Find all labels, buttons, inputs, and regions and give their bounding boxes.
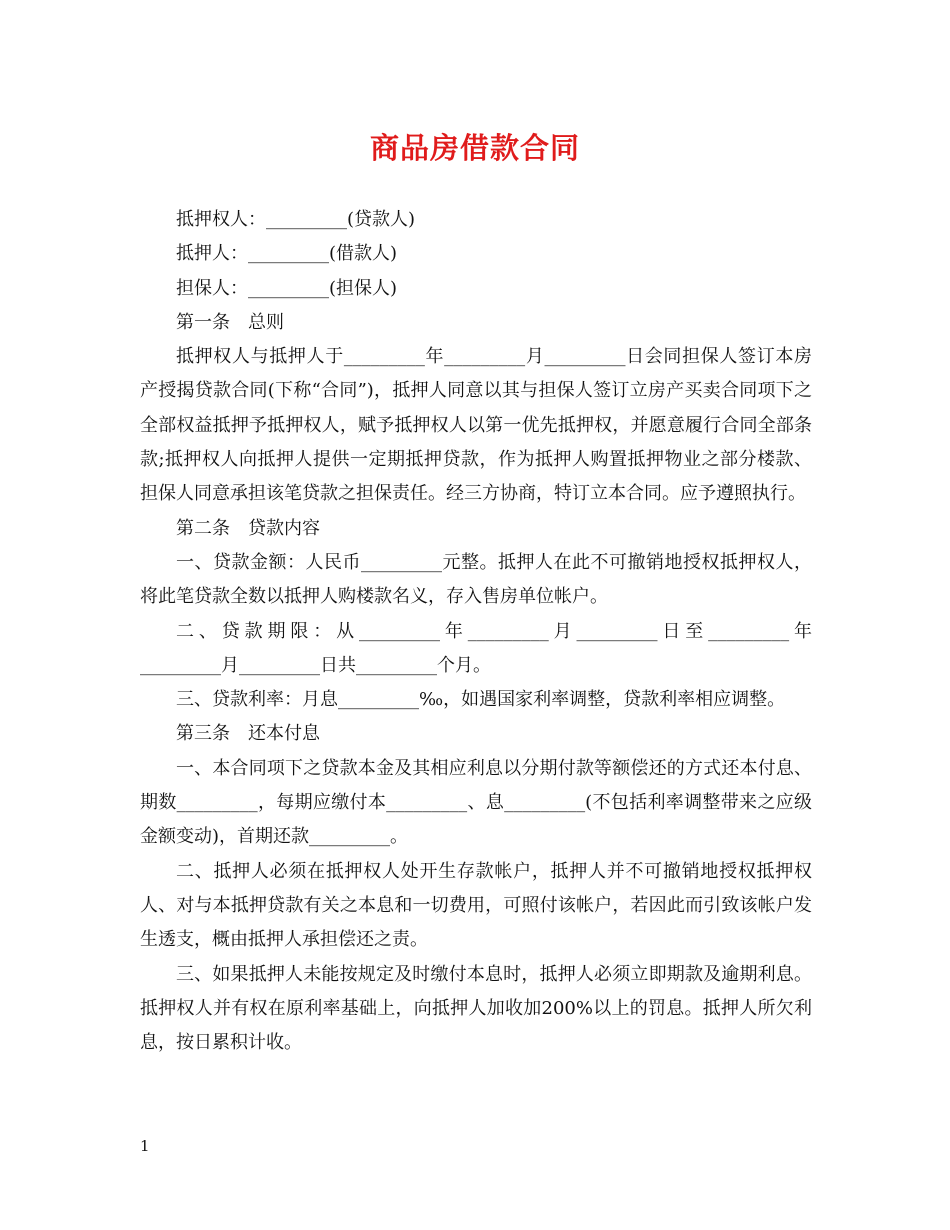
page-title: 商品房借款合同 — [369, 131, 580, 165]
article-1-text: 抵押权人与抵押人于_________年_________月_________日会同担保人签订本房产授揭贷款合同(下称“合同”)，抵押人同意以其与担保人签订立房产买卖合同项下之全部权益抵押予抵押权人，赋予抵押权人以第一优先抵押权，并愿意履行合同全部条款;抵押权人向抵押人提供一定期抵押贷款，作为抵押人购置抵押物业之部分楼款、担保人同意承担该笔贷款之担保责任。经三方协商，特订立本合同。应予遵照执行。 — [140, 346, 812, 505]
paragraph-mortgagee: 抵押权人：_________(贷款人) — [176, 209, 416, 230]
paragraph-guarantor: 担保人：_________(担保人) — [176, 277, 398, 299]
article-2-item-2: 二、贷款期限：从_________年_________月_________日至_________年_________月_________日共_________个月。 — [140, 620, 812, 676]
article-2-item-1: 一、贷款金额：人民币_________元整。抵押人在此不可撤销地授权抵押权人，将此笔贷款全数以抵押人购楼款名义，存入售房单位帐户。 — [140, 551, 812, 608]
paragraph-mortgagor: 抵押人：_________(借款人) — [176, 243, 398, 265]
article-3-item-1: 一、本合同项下之贷款本金及其相应利息以分期付款等额偿还的方式还本付息、期数_________，每期应缴付本_________、息_________(不包括利率调整带来之应级金额变动)，首期还款_________。 — [140, 757, 812, 848]
document-body — [140, 203, 812, 1060]
page-number: 1 — [140, 1137, 150, 1155]
article-2-heading: 第二条 贷款内容 — [176, 517, 320, 539]
article-1-heading: 第一条 总则 — [176, 311, 284, 333]
article-3-heading: 第三条 还本付息 — [176, 723, 320, 745]
article-3-item-3: 三、如果抵押人未能按规定及时缴付本息时，抵押人必须立即期款及逾期利息。抵押权人并有权在原利率基础上，向抵押人加收加200%以上的罚息。抵押人所欠利息，按日累积计收。 — [140, 963, 812, 1054]
article-3-item-2: 二、抵押人必须在抵押权人处开生存款帐户，抵押人并不可撤销地授权抵押权人、对与本抵押贷款有关之本息和一切费用，可照付该帐户，若因此而引致该帐户发生透支，概由抵押人承担偿还之责。 — [140, 860, 812, 951]
article-2-item-3: 三、贷款利率：月息_________‰，如遇国家利率调整，贷款利率相应调整。 — [176, 689, 786, 711]
